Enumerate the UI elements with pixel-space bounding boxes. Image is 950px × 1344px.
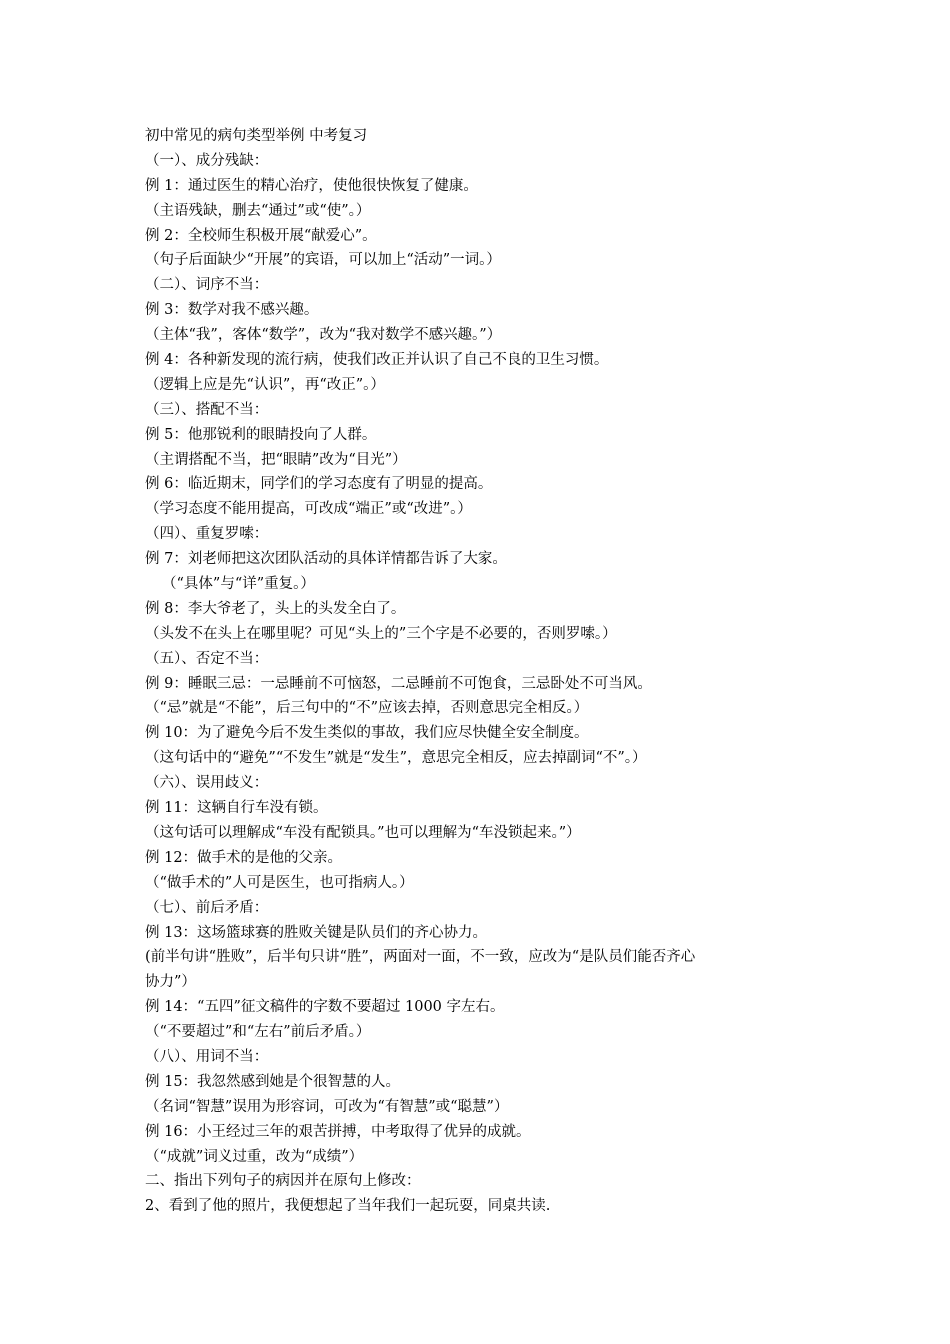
example-9: 例 9：睡眠三忌：一忌睡前不可恼怒，二忌睡前不可饱食，三忌卧处不可当风。 bbox=[145, 675, 652, 692]
example-5: 例 5：他那锐利的眼睛投向了人群。 bbox=[145, 426, 377, 443]
section-heading-6: （六）、误用歧义： bbox=[145, 775, 269, 792]
explanation-5: （主谓搭配不当，把“眼睛”改为“目光”） bbox=[145, 451, 407, 468]
example-12: 例 12：做手术的是他的父亲。 bbox=[145, 849, 343, 866]
example-15: 例 15：我忽然感到她是个很智慧的人。 bbox=[145, 1073, 401, 1090]
exercise-2: 2、看到了他的照片，我便想起了当年我们一起玩耍，同桌共读. bbox=[145, 1198, 551, 1215]
explanation-10: （这句话中的“避免”“不发生”就是“发生”，意思完全相反，应去掉副词“不”。） bbox=[145, 750, 647, 767]
example-14: 例 14：“五四”征文稿件的字数不要超过 1000 字左右。 bbox=[145, 999, 505, 1016]
document-title: 初中常见的病句类型举例 中考复习 bbox=[145, 128, 368, 144]
explanation-1: （主语残缺，删去“通过”或“使”。） bbox=[145, 202, 371, 219]
explanation-9: （“忌”就是“不能”，后三句中的“不”应该去掉，否则意思完全相反。） bbox=[145, 700, 589, 717]
document-body bbox=[145, 124, 820, 1219]
section-heading-8: （八）、用词不当： bbox=[145, 1048, 269, 1065]
explanation-15: （名词“智慧”误用为形容词，可改为“有智慧”或“聪慧”） bbox=[145, 1098, 509, 1115]
example-4: 例 4：各种新发现的流行病，使我们改正并认识了自己不良的卫生习惯。 bbox=[145, 352, 609, 369]
explanation-7: （“具体”与“详”重复。） bbox=[162, 576, 315, 593]
explanation-2: （句子后面缺少“开展”的宾语，可以加上“活动”一词。） bbox=[145, 252, 501, 269]
explanation-12: （“做手术的”人可是医生，也可指病人。） bbox=[145, 874, 414, 891]
explanation-11: （这句话可以理解成“车没有配锁具。”也可以理解为“车没锁起来。”） bbox=[145, 824, 581, 841]
example-7: 例 7：刘老师把这次团队活动的具体详情都告诉了大家。 bbox=[145, 551, 507, 568]
explanation-6: （学习态度不能用提高，可改成“端正”或“改进”。） bbox=[145, 501, 472, 518]
example-16: 例 16：小王经过三年的艰苦拼搏，中考取得了优异的成就。 bbox=[145, 1123, 531, 1140]
explanation-14: （“不要超过”和“左右”前后矛盾。） bbox=[145, 1024, 371, 1041]
part-two-heading: 二、指出下列句子的病因并在原句上修改： bbox=[145, 1173, 421, 1190]
example-8: 例 8：李大爷老了，头上的头发全白了。 bbox=[145, 600, 406, 617]
explanation-13-part-2: 协力”） bbox=[145, 974, 196, 991]
section-heading-3: （三）、搭配不当： bbox=[145, 401, 269, 418]
example-2: 例 2：全校师生积极开展“献爱心”。 bbox=[145, 227, 377, 244]
explanation-13-part-1: (前半句讲“胜败”，后半句只讲“胜”，两面对一面，不一致，应改为“是队员们能否齐心 bbox=[145, 949, 696, 966]
explanation-3: （主体“我”，客体“数学”，改为“我对数学不感兴趣。”） bbox=[145, 327, 502, 344]
example-11: 例 11：这辆自行车没有锁。 bbox=[145, 800, 328, 817]
example-10: 例 10：为了避免今后不发生类似的事故，我们应尽快健全安全制度。 bbox=[145, 725, 589, 742]
section-heading-5: （五）、否定不当： bbox=[145, 650, 269, 667]
example-13: 例 13：这场篮球赛的胜败关键是队员们的齐心协力。 bbox=[145, 924, 488, 941]
section-heading-7: （七）、前后矛盾： bbox=[145, 899, 269, 916]
section-heading-1: （一）、成分残缺： bbox=[145, 152, 269, 169]
example-1: 例 1：通过医生的精心治疗，使他很快恢复了健康。 bbox=[145, 177, 478, 194]
example-3: 例 3：数学对我不感兴趣。 bbox=[145, 302, 319, 319]
explanation-8: （头发不在头上在哪里呢？可见“头上的”三个字是不必要的，否则罗嗦。） bbox=[145, 625, 617, 642]
section-heading-2: （二）、词序不当： bbox=[145, 277, 269, 294]
explanation-16: （“成就”词义过重，改为“成绩”） bbox=[145, 1148, 364, 1165]
section-heading-4: （四）、重复罗嗦： bbox=[145, 526, 269, 543]
example-6: 例 6：临近期末，同学们的学习态度有了明显的提高。 bbox=[145, 476, 493, 493]
explanation-4: （逻辑上应是先“认识”，再“改正”。） bbox=[145, 376, 385, 393]
